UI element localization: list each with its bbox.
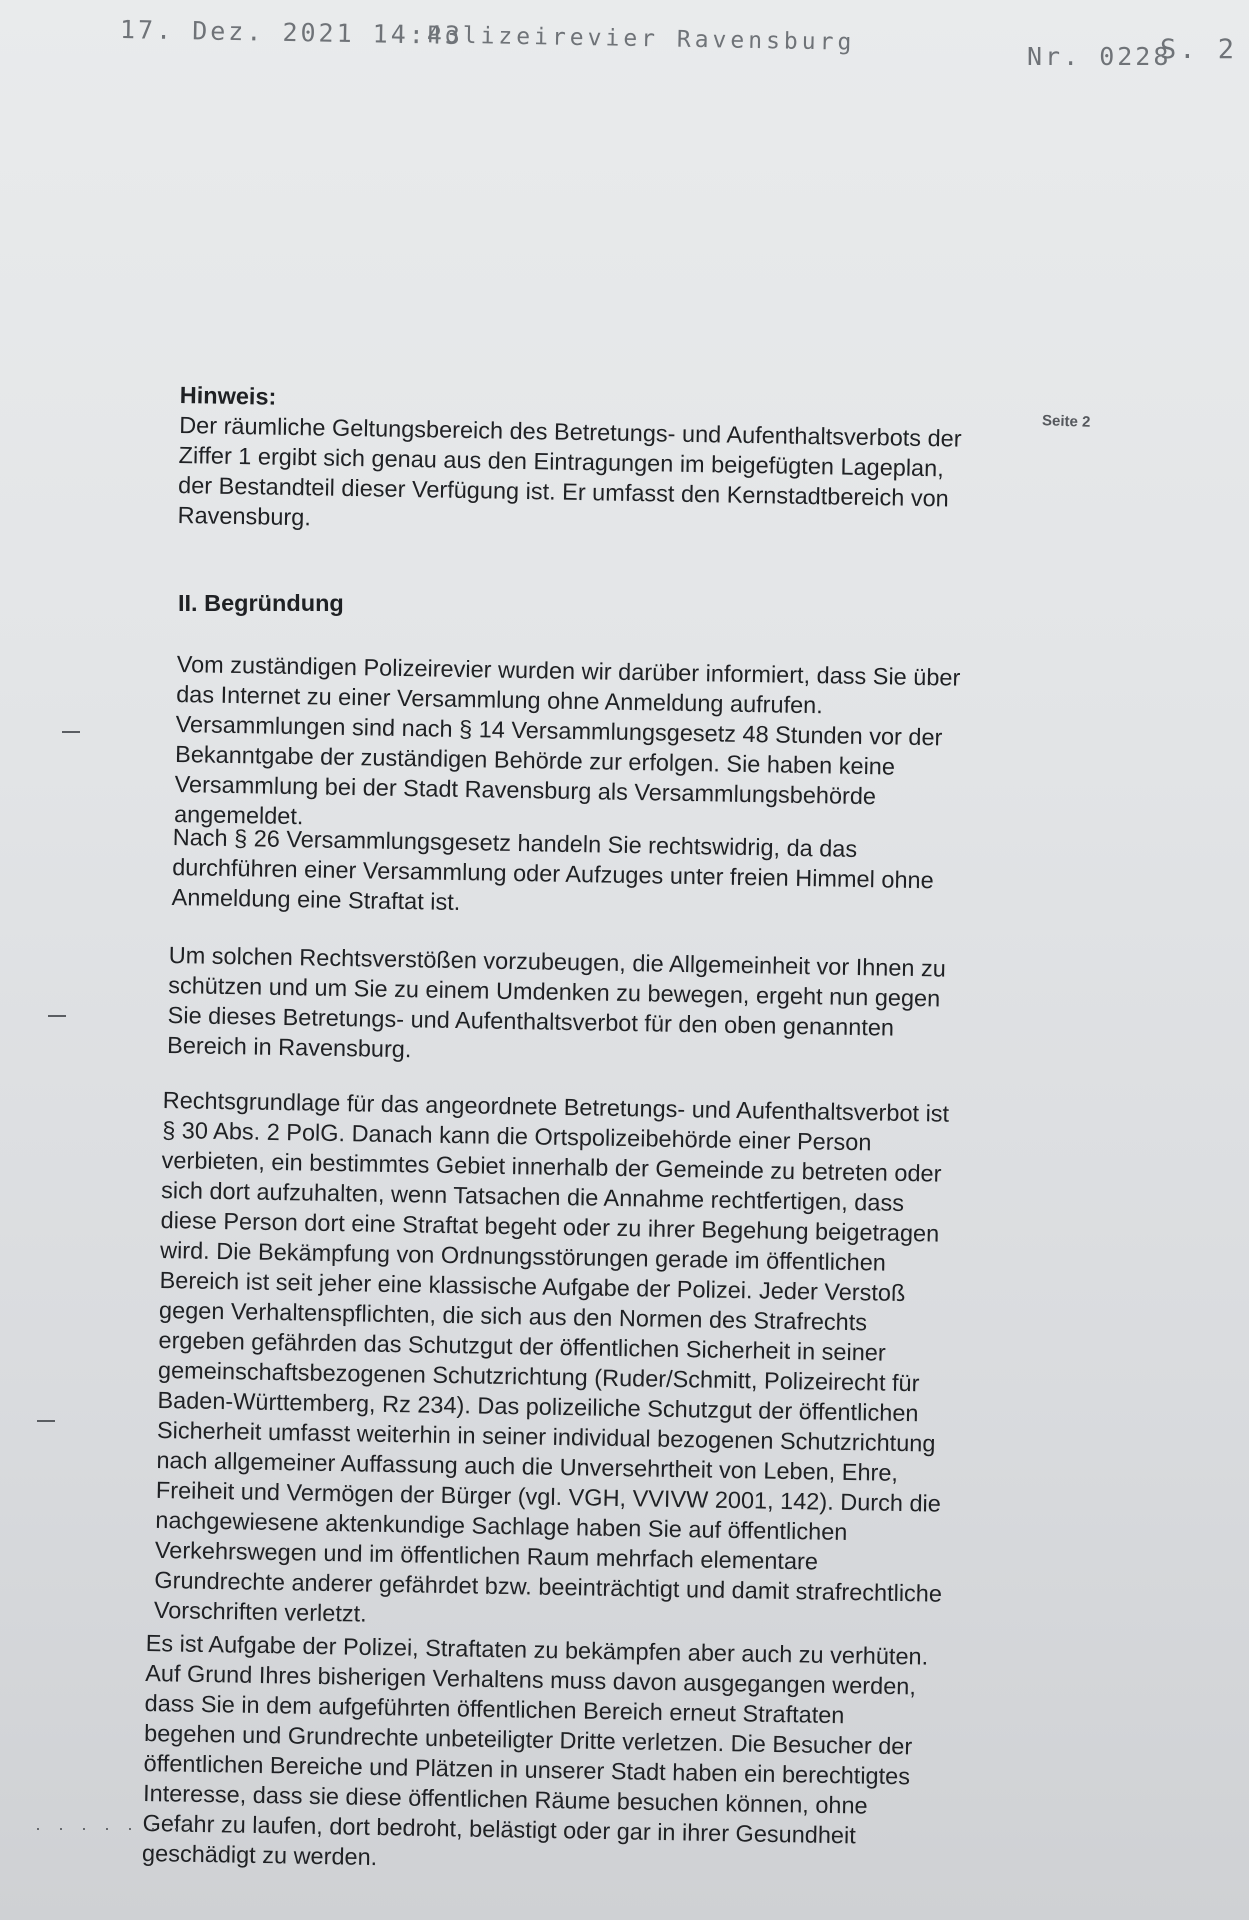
fax-number: Nr. 0228 — [1027, 42, 1172, 71]
paragraph-4 — [154, 1085, 953, 1639]
section-heading-block — [178, 588, 968, 618]
margin-dots: · · · · · · · — [35, 1818, 185, 1838]
section-heading: II. Begründung — [178, 590, 344, 616]
paragraph-text: Um solchen Rechtsverstößen vorzubeugen, die Allgemeinheit vor Ihnen zu schützen und um Sie zu einem Umdenken zu bewegen, ergeht nun gegen Sie dieses Betretungs- und Aufenthaltsverbot für den oben genannten Bereich in Ravensburg. — [166, 941, 947, 1063]
paragraph-text: Es ist Aufgabe der Polizei, Straftaten zu bekämpfen aber auch zu verhüten. Auf Grund Ihres bisherigen Verhaltens muss davon ausgegangen werden, dass Sie in dem aufgeführten öffentlichen Bereich erneut Straftaten begehen und Grundrechte unbeteiligter Dritte verletzen. Die Besucher der öffentlichen Bereiche und Plätzen in unserer Stadt haben ein berechtigtes Interesse, dass sie diese öffentlichen Räume besuchen können, ohne Gefahr zu laufen, dort bedroht, belästigt oder gar in ihrer Gesundheit geschädigt zu werden. — [141, 1629, 929, 1871]
hinweis-text: Der räumliche Geltungsbereich des Betretungs- und Aufenthaltsverbots der Ziffer 1 ergibt sich genau aus den Eintragungen im beigefügten Lageplan, der Bestandteil dieser Verfügung ist. Er umfasst den Kernstadtbereich von Ravensburg. — [177, 411, 962, 531]
fax-date-time: 17. Dez. 2021 14:43 — [119, 15, 464, 50]
paragraph-text: Vom zuständigen Polizeirevier wurden wir darüber informiert, dass Sie über das Internet zu einer Versammlung ohne Anmeldung aufrufen. Versammlungen sind nach § 14 Versammlungsgesetz 48 Stunden vor der Bekanntgabe der zuständigen Behörde zur erfolgen. Sie haben keine Versammlung bei der Stadt Ravensburg als Versammlungsbehörde angemeldet. — [173, 650, 961, 830]
paragraph-text: Rechtsgrundlage für das angeordnete Betretungs- und Aufenthaltsverbot ist § 30 Abs. 2 PolG. Danach kann die Ortspolizeibehörde einer Person verbieten, ein bestimmtes Gebiet innerhalb der Gemeinde zu betreten oder sich dort aufzuhalten, wenn Tatsachen die Annahme rechtfertigen, dass diese Person dort eine Straftat begeht oder zu ihrer Begehung beigetragen wird. Die Bekämpfung von Ordnungsstörungen gerade im öffentlichen Bereich ist seit jeher eine klassische Aufgabe der Polizei. Jeder Verstoß gegen Verhaltenspflichten, die sich aus den Normen des Strafrechts ergeben gefährden das Schutzgut der öffentlichen Sicherheit in seiner gemeinschaftsbezogenen Schutzrichtung (Ruder/Schmitt, Polizeirecht für Baden-Württemberg, Rz 234). Das polizeiliche Schutzgut der öffentlichen Sicherheit umfasst weiterhin in seiner individual bezogenen Schutzrichtung nach allgemeiner Auffassung auch die Unversehrtheit von Leben, Ehre, Freiheit und Vermögen der Bürger (vgl. VGH, VVIVW 2001, 142). Durch die nachgewiesene aktenkundige Sachlage haben Sie auf öffentlichen Verkehrswegen und im öffentlichen Raum mehrfach elementare Grundrechte anderer gefährdet bzw. beeinträchtigt und damit strafrechtliche Vorschriften verletzt. — [153, 1086, 950, 1627]
paragraph-2 — [171, 822, 962, 926]
hinweis-block — [177, 380, 969, 544]
paragraph-text: Nach § 26 Versammlungsgesetz handeln Sie rechtswidrig, da das durchführen einer Versammlung oder Aufzuges unter freien Himmel ohne Anmeldung eine Straftat ist. — [171, 823, 934, 916]
paragraph-1 — [174, 649, 967, 843]
margin-mark — [62, 731, 80, 733]
paragraph-5 — [142, 1628, 936, 1882]
margin-mark — [48, 1015, 66, 1017]
paragraph-3 — [167, 940, 959, 1074]
fax-page-number: S. 2 — [1160, 34, 1238, 65]
page-label: Seite 2 — [1041, 412, 1091, 431]
hinweis-heading: Hinweis: — [179, 381, 277, 410]
fax-sender: Polizeirevier Ravensburg — [426, 22, 856, 56]
margin-mark — [37, 1420, 55, 1422]
